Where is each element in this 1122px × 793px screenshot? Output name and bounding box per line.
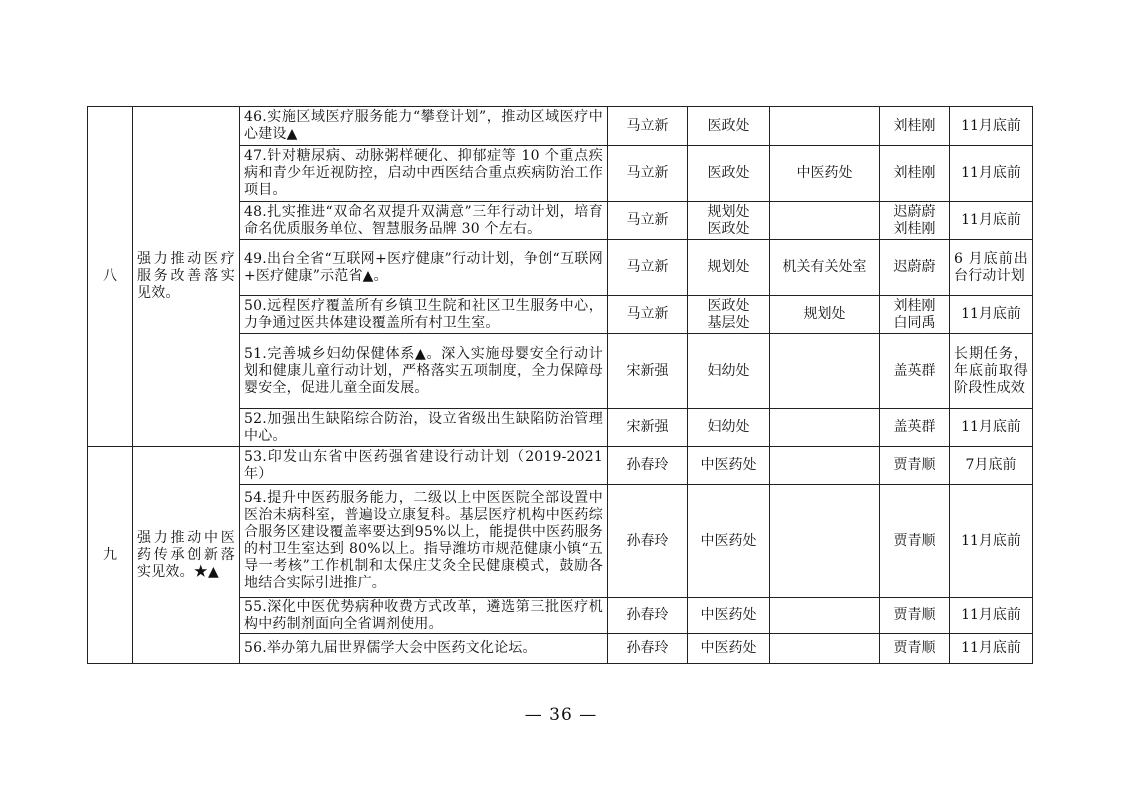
person-cell: 贾青顺 [880,485,950,598]
group-number: 九 [88,447,133,664]
task-cell: 55.深化中医优势病种收费方式改革，遴选第三批医疗机构中药制剂面向全省调剂使用。 [240,598,608,634]
deadline-cell: 11月底前 [950,107,1033,146]
lead-dept-cell: 中医药处 [688,485,770,598]
co-dept-cell [770,447,880,485]
co-dept-cell [770,107,880,146]
task-cell: 46.实施区域医疗服务能力“攀登计划”，推动区域医疗中心建设▲ [240,107,608,146]
lead-dept-cell: 医政处 [688,107,770,146]
task-cell: 49.出台全省“互联网+医疗健康”行动计划，争创“互联网+医疗健康”示范省▲。 [240,240,608,296]
person-cell: 迟蔚蔚 [880,240,950,296]
leader-cell: 孙春玲 [608,634,688,664]
task-cell: 51.完善城乡妇幼保健体系▲。深入实施母婴安全行动计划和健康儿童行动计划，严格落实五项制度，全力保障母婴安全，促进儿童全面发展。 [240,334,608,409]
leader-cell: 马立新 [608,296,688,334]
leader-cell: 孙春玲 [608,447,688,485]
person-cell: 盖英群 [880,334,950,409]
co-dept-cell: 中医药处 [770,146,880,202]
deadline-cell: 11月底前 [950,485,1033,598]
task-cell: 48.扎实推进“双命名双提升双满意”三年行动计划，培育命名优质服务单位、智慧服务品牌 30 个左右。 [240,202,608,240]
deadline-cell: 11月底前 [950,296,1033,334]
leader-cell: 孙春玲 [608,598,688,634]
co-dept-cell: 规划处 [770,296,880,334]
lead-dept-cell: 妇幼处 [688,334,770,409]
task-table [87,106,1033,664]
leader-cell: 宋新强 [608,409,688,447]
leader-cell: 孙春玲 [608,485,688,598]
group-number: 八 [88,107,133,447]
deadline-cell: 11月底前 [950,409,1033,447]
task-cell: 47.针对糖尿病、动脉粥样硬化、抑郁症等 10 个重点疾病和青少年近视防控，启动中西医结合重点疾病防治工作项目。 [240,146,608,202]
person-cell: 迟蔚蔚 刘桂刚 [880,202,950,240]
leader-cell: 马立新 [608,146,688,202]
deadline-cell: 11月底前 [950,634,1033,664]
task-cell: 56.举办第九届世界儒学大会中医药文化论坛。 [240,634,608,664]
person-cell: 刘桂刚 白同禹 [880,296,950,334]
table-row [88,447,1033,485]
leader-cell: 马立新 [608,202,688,240]
lead-dept-cell: 医政处 基层处 [688,296,770,334]
task-cell: 54.提升中医药服务能力，二级以上中医医院全部设置中医治未病科室，普遍设立康复科。基层医疗机构中医药综合服务区建设覆盖率要达到95%以上，能提供中医药服务的村卫生室达到 80%以上。指导潍坊市规范健康小镇“五导一考核”工作机制和太保庄艾灸全民健康模式，鼓励各地结合实际引进推广。 [240,485,608,598]
lead-dept-cell: 妇幼处 [688,409,770,447]
group-title: 强力推动医疗服务改善落实见效。 [133,107,240,447]
deadline-cell: 长期任务，年底前取得阶段性成效 [950,334,1033,409]
lead-dept-cell: 规划处 [688,240,770,296]
page-number: — 36 — [524,705,598,725]
lead-dept-cell: 规划处 医政处 [688,202,770,240]
task-cell: 52.加强出生缺陷综合防治，设立省级出生缺陷防治管理中心。 [240,409,608,447]
lead-dept-cell: 中医药处 [688,447,770,485]
person-cell: 刘桂刚 [880,146,950,202]
co-dept-cell [770,409,880,447]
lead-dept-cell: 中医药处 [688,598,770,634]
task-cell: 50.远程医疗覆盖所有乡镇卫生院和社区卫生服务中心，力争通过医共体建设覆盖所有村卫生室。 [240,296,608,334]
co-dept-cell [770,202,880,240]
co-dept-cell [770,598,880,634]
leader-cell: 宋新强 [608,334,688,409]
co-dept-cell [770,634,880,664]
group-title: 强力推动中医药传承创新落实见效。★▲ [133,447,240,664]
person-cell: 盖英群 [880,409,950,447]
deadline-cell: 11月底前 [950,598,1033,634]
deadline-cell: 6 月底前出台行动计划 [950,240,1033,296]
co-dept-cell [770,334,880,409]
person-cell: 刘桂刚 [880,107,950,146]
deadline-cell: 11月底前 [950,146,1033,202]
task-cell: 53.印发山东省中医药强省建设行动计划（2019-2021年） [240,447,608,485]
co-dept-cell: 机关有关处室 [770,240,880,296]
person-cell: 贾青顺 [880,447,950,485]
leader-cell: 马立新 [608,107,688,146]
person-cell: 贾青顺 [880,598,950,634]
deadline-cell: 11月底前 [950,202,1033,240]
person-cell: 贾青顺 [880,634,950,664]
deadline-cell: 7月底前 [950,447,1033,485]
leader-cell: 马立新 [608,240,688,296]
lead-dept-cell: 中医药处 [688,634,770,664]
table-row [88,107,1033,146]
lead-dept-cell: 医政处 [688,146,770,202]
co-dept-cell [770,485,880,598]
